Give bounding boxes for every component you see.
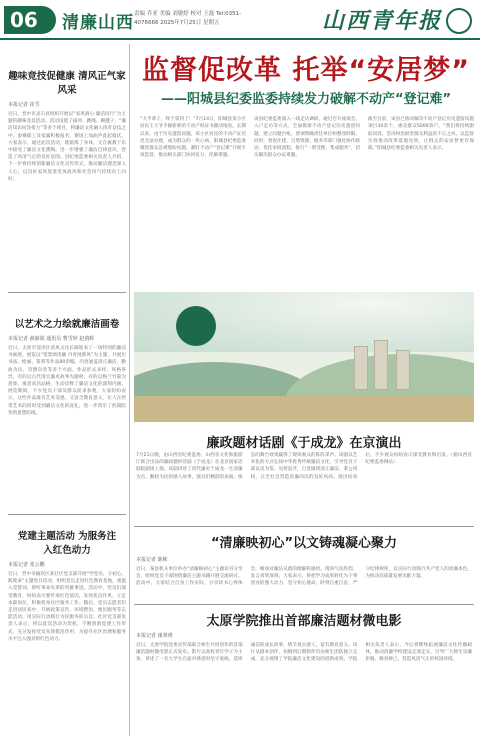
chuxin-byline: 本报记者 陈彬 [136, 557, 168, 563]
left-column [4, 44, 130, 736]
masthead [0, 0, 480, 40]
chuxin-headline: “清廉映初心”以文铸魂凝心聚力 [210, 536, 398, 551]
story-sports-byline: 本报记者 崔雪 [8, 102, 40, 108]
story-art-byline: 本报记者 郝丽娟 通讯员 曹雪婷 赵倩晖 [8, 336, 95, 342]
story-sports [8, 70, 126, 287]
logo-seal-icon [446, 8, 472, 34]
illustration-building [396, 350, 410, 390]
edition-meta: 责编 乔亚 美编 刘敏婷 校对 王磊 Tel:0351-4076666 2025年7月25日 星期五 [134, 11, 242, 26]
taiyuan-byline: 本报记者 康翠瑛 [136, 633, 173, 639]
story-art-title: 以艺术之力绘就廉洁画卷 [14, 319, 120, 330]
divider [134, 526, 474, 527]
play-headline: 廉政题材话剧《于成龙》在京演出 [206, 436, 402, 451]
lead-column-1: “大半辈子，终于拿到了！”7月14日，阳城县某小区居民王大爷手握崭新的不动产权证书激动地说。长期以来，由于历史遗留问题，该小区居民的不动产证迟迟无法办理，成为群众的一块心病。阳城县纪委监委聚焦群众急难愁盼问题，紧盯不动产“登记难”开展专项监督，推动相关部门协同发力、化解难题。 [140, 117, 246, 159]
taiyuan-body: 近日，太原学院党委宣传部联合师生共同创作的首部廉洁题材微电影正式发布。影片以高校青年学子为主角，讲述了一名大学生在面对诱惑时坚守底线、选择诚信的成长故事，情节真实感人，富有教育意义。该片从剧本创作、拍摄到后期制作均由师生团队独立完成，充分展现了学院廉洁文化建设的创新成果。学院相关负责人表示，今后将继续拓展廉洁文化传播载体，推动清廉学校建设走深走实，引导广大师生崇廉拒腐、修身律己，营造风清气正的校园环境。 [136, 643, 472, 663]
story-art [8, 318, 126, 497]
taiyuan-headline: 太原学院推出首部廉洁题材微电影 [206, 614, 402, 629]
illustration-building [374, 340, 388, 390]
illustration-field [134, 396, 474, 422]
story-party-body: 近日，晋中市榆次区某社区党支部开展“学党史、守初心、践使命”主题党日活动，组织党员走进红色教育基地，重温入党誓词，聆听革命先辈的英雄事迹。活动中，党员们深受教育，纷纷表示要传承红色基因，发扬优良作风，立足本职岗位，积极投身社区服务工作。随后，党员志愿者们走进居民家中，开展政策宣传、环境整治、便民服务等志愿活动，用实际行动践行为民服务的宗旨。社区党支部负责人表示，将以此次活动为契机，不断创新党建工作形式，充分发挥党员先锋模范作用，为提升社区治理和服务水平注入强劲的红色动力。 [8, 572, 126, 642]
lead-headline: 监督促改革 托举“安居梦” [142, 55, 470, 86]
illustration-emblem-icon [176, 306, 216, 346]
story-sports-body: 近日，晋中市灵石县组织开展以“家风润心·廉洁同行”为主题的趣味竞技活动。活动设置了拔河、跳绳、踢毽子、“廉洁知识问答接力”等多个项目，将廉洁文化融入体育竞技之中。参赛职工及家属积极报名，赛场上加油声此起彼伏。大家表示，通过此次活动，既锻炼了身体，又在寓教于乐中接受了廉洁文化熏陶，进一步增强了廉洁自律意识，营造了风清气正的良好氛围。县纪委监委相关负责人介绍，下一步将持续创新廉洁文化宣传形式，推动廉洁理念深入人心，以良好家风促进党风政风和社会风气持续向上向好。 [8, 112, 126, 182]
story-party [8, 530, 126, 741]
divider [8, 292, 126, 293]
lead-subheadline: ——阳城县纪委监委持续发力破解不动产“登记难” [160, 92, 452, 107]
divider [134, 604, 474, 605]
illustration-building [354, 346, 368, 390]
lead-column-2: 该县纪委监委深入一线走访调研，通过召开座谈会、入户走访等方式，全面摸排不动产登记历史遗留问题，建立问题台账，逐项明确责任单位和整改时限。同时，督促住建、自然资源、税务等部门强化协作联动，优化审批流程，推行“一窗受理、集成服务”，切实解决群众办证难题。 [254, 117, 360, 159]
lead-column-3: 截至目前，该县已推动解决不动产登记历史遗留问题项目30余个，惠及群众5000余户。“我们将持续跟踪问效，坚决纠治损害群众利益的不正之风，以监督实效推动改革落地见效，让群众的安居梦更有保障。”阳城县纪委监委相关负责人表示。 [368, 117, 474, 152]
story-sports-title: 趣味竞技促健康 清风正气家风采 [8, 71, 126, 96]
chuxin-body: 近日，某县机关单位举办“清廉映初心”主题读书分享会，组织党员干部围绕廉洁主题书籍开展交流研讨。活动中，大家结合自身工作实际，分享读书心得体会，畅谈对廉洁从政的理解和感悟。现场气氛热烈，发言真挚深刻。大家表示，将把学习成果转化为干事创业的强大动力，坚守初心使命，时刻自重自省，严守纪律规矩，以实际行动践行共产党人的清廉本色，为推动高质量发展贡献力量。 [136, 567, 472, 587]
play-body: 7月21日晚，由山西省纪委监委、山西省文化和旅游厅联合出品的廉政题材话剧《于成龙》在北京国家话剧院剧场上演。该剧讲述了清代廉吏于成龙一生清廉为官、勤政为民的感人故事，演员们精湛的表演、恢弘的舞台效果赢得了现场观众的阵阵掌声。该剧以艺术化的方式弘扬中华优秀传统廉洁文化，引导党员干部以史为鉴、见贤思齐，自觉做到清正廉洁、秉公用权，在全社会营造崇廉尚洁的良好风尚。演出结束后，不少观众纷纷表示深受教育和启发。（据山西省纪委监委网站） [136, 453, 472, 480]
story-party-title: 党建主题活动 为服务注入红色动力 [17, 531, 117, 556]
story-art-body: 近日，太原市迎泽区清风文化长廊迎来了一场特别的廉洁书画展。展览以“笔墨颂清廉 丹青展新风”为主题，共展出书法、绘画、篆刻等作品80余幅，内容涵盖清正廉洁、勤政为民、崇德向善等多个方面。作品形式多样、风格各异，有的以古代清官廉吏故事为题材，有的以梅兰竹菊为意象，寓意高洁品格，生动诠释了廉洁文化的深刻内涵。展览期间，不少党员干部及群众前来参观，大家纷纷表示，这些作品既有艺术美感，又富含教育意义，让人在欣赏艺术的同时受到廉洁文化的洗礼，进一步筑牢了拒腐防变的思想防线。 [8, 346, 126, 416]
story-party-byline: 本报记者 张云鹏 [8, 562, 45, 568]
newspaper-logo: 山西青年报 [321, 8, 442, 34]
page-number: 06 [4, 6, 56, 34]
divider [8, 514, 126, 515]
section-name: 清廉山西 [62, 13, 134, 33]
